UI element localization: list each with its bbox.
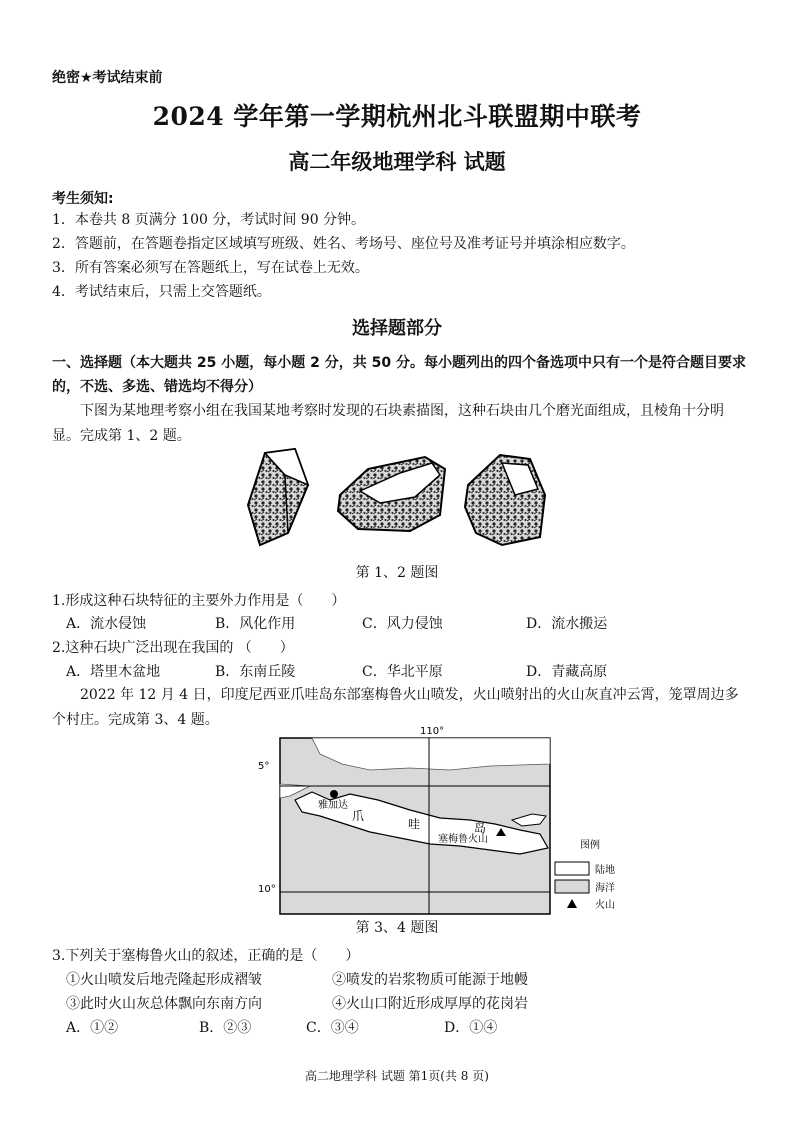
q1-option-d: D．流水搬运 <box>526 616 608 632</box>
q3-option-a: A．①② <box>66 1020 119 1036</box>
figure-1-caption: 第 1、2 题图 <box>355 565 439 581</box>
q1-option-a: A．流水侵蚀 <box>66 616 147 632</box>
island-char-1: 爪 <box>352 809 365 823</box>
legend-volcano-label: 火山 <box>595 900 615 911</box>
q3-option-c: C．③④ <box>306 1020 359 1036</box>
part-heading: 一、选择题（本大题共 25 小题，每小题 2 分，共 50 分。每小题列出的四个备选项中只有一个是符合题目要求的，不选、多选、错选均不得分） <box>52 355 746 395</box>
confidential-label: 绝密★考试结束前 <box>52 70 163 86</box>
q1-option-c: C．风力侵蚀 <box>362 616 443 632</box>
legend-land-swatch <box>555 862 589 875</box>
q3-statement-1: ①火山喷发后地壳隆起形成褶皱 <box>66 972 262 988</box>
q2-option-a: A．塔里木盆地 <box>66 664 161 680</box>
intro-paragraph-1: 下图为某地理考察小组在我国某地考察时发现的石块素描图，这种石块由几个磨光面组成，且棱角十分明显。完成第 1、2 题。 <box>52 403 724 444</box>
java-map <box>250 724 630 916</box>
jakarta-marker <box>330 790 338 798</box>
legend-sea-swatch <box>555 880 589 893</box>
borneo-land <box>312 738 550 770</box>
question-1-stem: 1.形成这种石块特征的主要外力作用是（ ） <box>52 593 346 609</box>
exam-title: 2024 学年第一学期杭州北斗联盟期中联考 <box>152 102 642 131</box>
note-item: 4．考试结束后，只需上交答题纸。 <box>52 284 271 300</box>
legend-land-label: 陆地 <box>595 865 615 876</box>
jakarta-label: 雅加达 <box>318 800 348 811</box>
notes-heading: 考生须知: <box>52 191 114 207</box>
q2-option-b: B．东南丘陵 <box>215 664 296 680</box>
q3-option-b: B．②③ <box>199 1020 252 1036</box>
question-2-stem: 2.这种石块广泛出现在我国的 （ ） <box>52 640 294 656</box>
page-footer: 高二地理学科 试题 第1页(共 8 页) <box>305 1069 489 1083</box>
q1-option-b: B．风化作用 <box>215 616 296 632</box>
rock-2 <box>338 457 445 531</box>
note-item: 3．所有答案必须写在答题纸上，写在试卷上无效。 <box>52 260 369 276</box>
exam-subtitle: 高二年级地理学科 试题 <box>288 149 506 174</box>
latitude-10-label: 10° <box>258 884 276 895</box>
note-item: 2．答题前，在答题卷指定区域填写班级、姓名、考场号、座位号及准考证号并填涂相应数字。 <box>52 236 635 252</box>
q3-statement-2: ②喷发的岩浆物质可能源于地幔 <box>332 972 528 988</box>
question-3-stem: 3.下列关于塞梅鲁火山的叙述，正确的是（ ） <box>52 948 360 964</box>
island-char-2: 哇 <box>408 817 421 831</box>
q3-statement-4: ④火山口附近形成厚厚的花岗岩 <box>332 996 528 1012</box>
legend-sea-label: 海洋 <box>595 883 615 894</box>
legend-title: 图例 <box>580 840 600 851</box>
latitude-5-label: 5° <box>258 761 270 772</box>
longitude-label: 110° <box>420 726 445 737</box>
q2-option-c: C．华北平原 <box>362 664 443 680</box>
q3-option-d: D．①④ <box>444 1020 498 1036</box>
figure-2-caption: 第 3、4 题图 <box>355 920 439 936</box>
q2-option-d: D．青藏高原 <box>526 664 608 680</box>
rock-sketch-figure <box>240 445 560 555</box>
volcano-label: 塞梅鲁火山 <box>438 834 488 845</box>
note-item: 1．本卷共 8 页满分 100 分，考试时间 90 分钟。 <box>52 212 366 228</box>
intro-paragraph-2: 2022 年 12 月 4 日，印度尼西亚爪哇岛东部塞梅鲁火山喷发，火山喷射出的火山灰直冲云霄，笼罩周边多个村庄。完成第 3、4 题。 <box>52 687 739 728</box>
rock-3 <box>465 455 545 545</box>
island-char-3: 岛 <box>474 821 487 835</box>
rock-1 <box>248 449 308 545</box>
q3-statement-3: ③此时火山灰总体飘向东南方向 <box>66 996 262 1012</box>
section-title: 选择题部分 <box>352 318 442 339</box>
legend-volcano-icon <box>567 899 577 908</box>
